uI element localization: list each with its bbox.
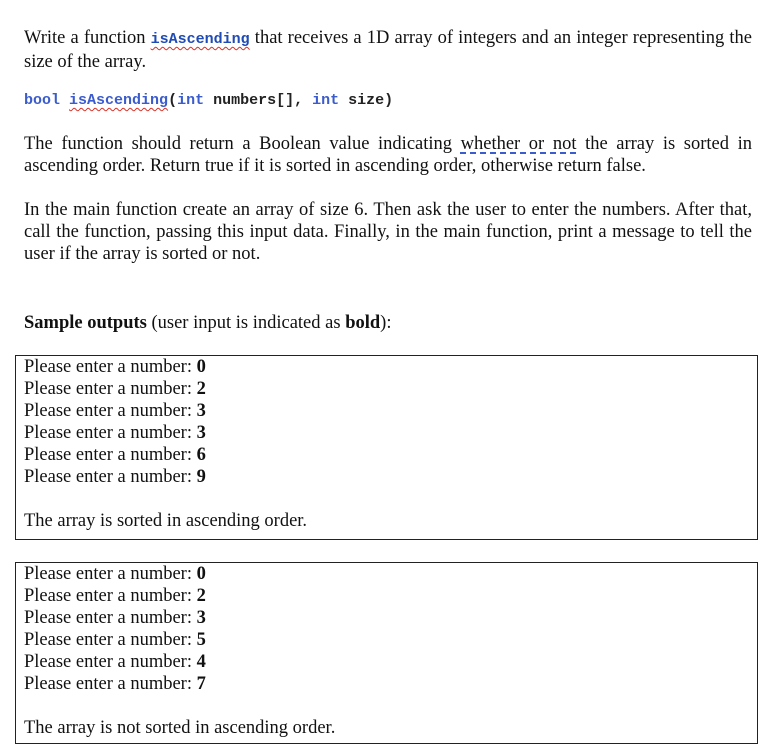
user-input: 9	[196, 467, 206, 487]
prompt-text: Please enter a number:	[24, 445, 197, 465]
heading-mid: (user input is indicated as	[146, 313, 346, 333]
user-input: 0	[196, 564, 206, 584]
user-input: 0	[196, 357, 206, 377]
param-2: size)	[339, 92, 394, 109]
prompt-line	[24, 378, 757, 400]
prompt-text: Please enter a number:	[24, 423, 197, 443]
user-input: 3	[196, 608, 206, 628]
param-type-2: int	[312, 92, 340, 109]
prompt-line	[24, 607, 757, 629]
result-message: The array is not sorted in ascending order.	[24, 718, 336, 738]
prompt-text: Please enter a number:	[24, 401, 197, 421]
return-type: bool	[24, 92, 61, 109]
intro-paragraph	[24, 27, 752, 73]
prompt-text: Please enter a number:	[24, 652, 197, 672]
prompt-text: Please enter a number:	[24, 357, 197, 377]
sample-outputs-heading	[24, 312, 391, 334]
prompt-line	[24, 585, 757, 607]
description-text: The function should return a Boolean value indicating	[24, 134, 461, 154]
function-signature	[24, 90, 393, 112]
user-input: 7	[196, 674, 206, 694]
user-input: 5	[196, 630, 206, 650]
prompt-line	[24, 466, 757, 488]
prompt-line	[24, 629, 757, 651]
sample-output-box-2	[15, 562, 758, 744]
user-input: 2	[196, 379, 206, 399]
prompt-text: Please enter a number:	[24, 608, 197, 628]
prompt-text: Please enter a number:	[24, 467, 197, 487]
user-input: 4	[196, 652, 206, 672]
prompt-text: Please enter a number:	[24, 630, 197, 650]
prompt-text: Please enter a number:	[24, 674, 197, 694]
sample-output-box-1	[15, 355, 758, 540]
prompt-line	[24, 563, 757, 585]
heading-end: ):	[380, 313, 392, 333]
prompt-line	[24, 651, 757, 673]
intro-text: Write a function	[24, 28, 151, 48]
param-1: numbers[],	[204, 92, 313, 109]
intro-text-rest: that receives a 1D array of integers and an integer representing the size of the array.	[24, 28, 752, 72]
instructions-paragraph: In the main function create an array of size 6. Then ask the user to enter the numbers. After that, call the function, passing this input data. Finally, in the main function, print a message to tell the user if the array is sorted or not.	[24, 200, 752, 264]
description-paragraph	[24, 133, 752, 177]
param-type-1: int	[177, 92, 205, 109]
prompt-text: Please enter a number:	[24, 564, 197, 584]
user-input: 2	[196, 586, 206, 606]
heading-bold: Sample outputs	[24, 313, 147, 333]
prompt-text: Please enter a number:	[24, 586, 197, 606]
blank-line	[24, 695, 757, 717]
prompt-line	[24, 444, 757, 466]
prompt-line	[24, 356, 757, 378]
heading-bold-word: bold	[345, 313, 381, 333]
user-input: 6	[196, 445, 206, 465]
function-name-inline: isAscending	[150, 31, 250, 48]
grammar-flag-text: whether or not	[460, 134, 577, 154]
result-message: The array is sorted in ascending order.	[24, 511, 308, 531]
prompt-line	[24, 673, 757, 695]
prompt-text: Please enter a number:	[24, 379, 197, 399]
open-paren: (	[168, 92, 178, 109]
prompt-line	[24, 400, 757, 422]
blank-line	[24, 488, 757, 510]
signature-function-name: isAscending	[69, 92, 169, 109]
user-input: 3	[196, 423, 206, 443]
description-text-rest: the array is sorted in ascending order. Return true if it is sorted in ascending order, otherwise return false.	[24, 134, 752, 176]
prompt-line	[24, 422, 757, 444]
user-input: 3	[196, 401, 206, 421]
